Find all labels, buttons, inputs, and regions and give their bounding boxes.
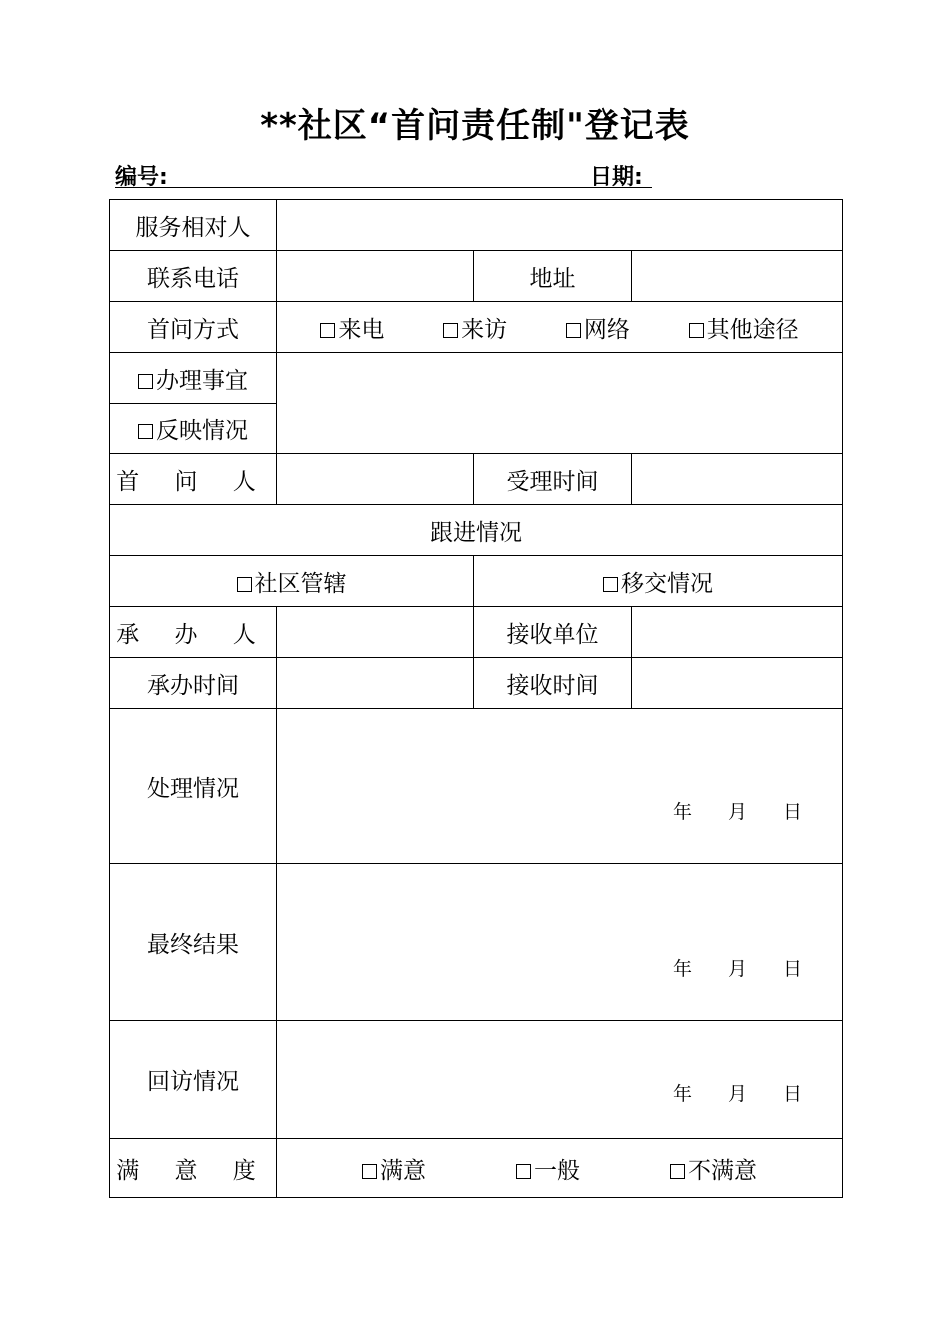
date-marks: 年 月 日 xyxy=(672,1083,803,1105)
phone-label: 联系电话 xyxy=(110,251,277,302)
checkbox-icon xyxy=(138,424,153,439)
return-visit-label: 回访情况 xyxy=(110,1021,277,1139)
handler-label: 承 办 人 xyxy=(110,607,277,658)
satisfaction-options xyxy=(277,1139,843,1198)
checkbox-icon xyxy=(362,1164,377,1179)
report-option[interactable]: 反映情况 xyxy=(110,404,277,454)
matter-content-field[interactable] xyxy=(277,353,843,454)
address-field[interactable] xyxy=(632,251,843,302)
phone-field[interactable] xyxy=(277,251,474,302)
checkbox-icon xyxy=(689,323,704,338)
method-option-visit[interactable]: 来访 xyxy=(443,311,507,344)
checkbox-icon xyxy=(670,1164,685,1179)
processing-label: 处理情况 xyxy=(110,709,277,864)
follow-up-heading: 跟进情况 xyxy=(110,505,843,556)
method-label: 首问方式 xyxy=(110,302,277,353)
checkbox-icon xyxy=(138,374,153,389)
receive-time-label: 接收时间 xyxy=(474,658,632,709)
client-label: 服务相对人 xyxy=(110,200,277,251)
method-option-other[interactable]: 其他途径 xyxy=(689,311,799,344)
satisfaction-option-satisfied[interactable]: 满意 xyxy=(362,1152,426,1185)
meta-row xyxy=(115,160,652,188)
address-label: 地址 xyxy=(474,251,632,302)
checkbox-icon xyxy=(516,1164,531,1179)
checkbox-icon xyxy=(443,323,458,338)
receiving-unit-field[interactable] xyxy=(632,607,843,658)
final-result-field[interactable] xyxy=(277,864,843,1021)
final-result-label: 最终结果 xyxy=(110,864,277,1021)
checkbox-icon xyxy=(237,577,252,592)
receive-time-field[interactable] xyxy=(632,658,843,709)
handle-matter-option[interactable]: 办理事宜 xyxy=(110,353,277,404)
method-options xyxy=(277,302,843,353)
date-marks: 年 月 日 xyxy=(672,958,803,980)
satisfaction-option-unsatisfied[interactable]: 不满意 xyxy=(670,1152,757,1185)
checkbox-icon xyxy=(320,323,335,338)
accept-time-field[interactable] xyxy=(632,454,843,505)
checkbox-icon xyxy=(603,577,618,592)
date-marks: 年 月 日 xyxy=(672,801,803,823)
handler-field[interactable] xyxy=(277,607,474,658)
return-visit-field[interactable] xyxy=(277,1021,843,1139)
checkbox-icon xyxy=(566,323,581,338)
number-label: 编号: xyxy=(115,165,168,190)
date-label: 日期: xyxy=(590,165,643,190)
registration-table xyxy=(109,199,843,1198)
first-person-label: 首 问 人 xyxy=(110,454,277,505)
accept-time-label: 受理时间 xyxy=(474,454,632,505)
processing-field[interactable] xyxy=(277,709,843,864)
method-option-network[interactable]: 网络 xyxy=(566,311,630,344)
form-title: **社区“首问责任制"登记表 xyxy=(260,106,690,146)
satisfaction-option-average[interactable]: 一般 xyxy=(516,1152,580,1185)
satisfaction-label: 满 意 度 xyxy=(110,1139,277,1198)
receiving-unit-label: 接收单位 xyxy=(474,607,632,658)
handle-time-field[interactable] xyxy=(277,658,474,709)
client-field[interactable] xyxy=(277,200,843,251)
transfer-option[interactable]: 移交情况 xyxy=(474,556,843,607)
method-option-phone[interactable]: 来电 xyxy=(320,311,384,344)
community-managed-option[interactable]: 社区管辖 xyxy=(110,556,474,607)
handle-time-label: 承办时间 xyxy=(110,658,277,709)
first-person-field[interactable] xyxy=(277,454,474,505)
